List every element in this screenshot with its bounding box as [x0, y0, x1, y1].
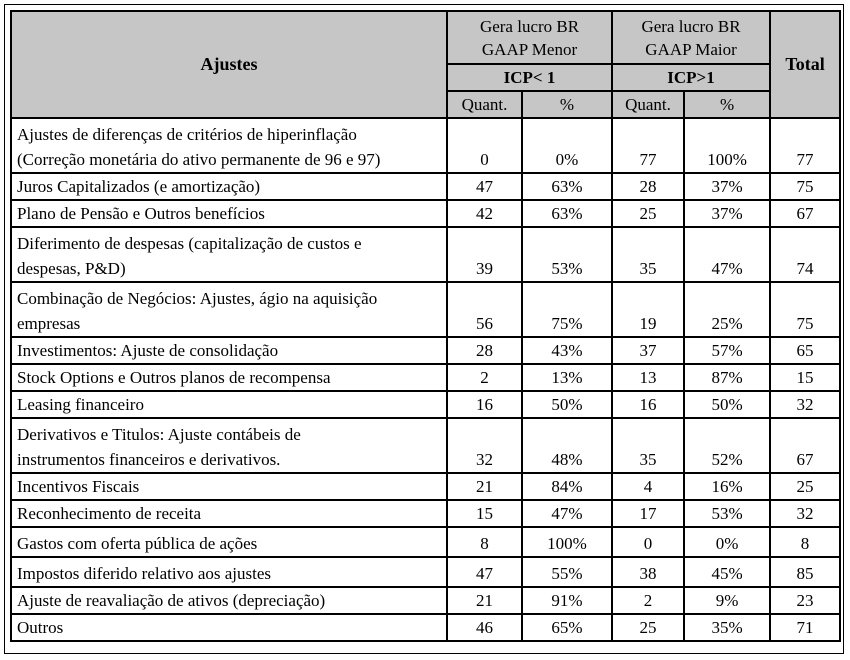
- row-label: [11, 227, 447, 282]
- cell-total: 32: [770, 500, 840, 527]
- row-label: [11, 118, 447, 173]
- header-icp-menor: ICP< 1: [447, 64, 612, 91]
- row-label: [11, 418, 447, 473]
- row-label-line: (Correção monetária do ativo permanente de 96 e 97): [17, 150, 381, 169]
- cell-total: 8: [770, 527, 840, 557]
- row-label-line: despesas, P&D): [17, 259, 126, 278]
- cell-total: 67: [770, 418, 840, 473]
- header-group-menor-line2: GAAP Menor: [481, 39, 578, 59]
- row-label: [11, 614, 447, 641]
- cell-p1: 53%: [522, 227, 612, 282]
- cell-p2: 50%: [684, 391, 770, 418]
- row-label-line: Derivativos e Titulos: Ajuste contábeis de: [17, 425, 301, 444]
- cell-p2: 47%: [684, 227, 770, 282]
- cell-p1: 100%: [522, 527, 612, 557]
- cell-q2: 25: [612, 200, 684, 227]
- table-row: [11, 200, 840, 227]
- row-label-line: Outros: [17, 618, 64, 637]
- cell-q2: 77: [612, 118, 684, 173]
- table-row: [11, 500, 840, 527]
- cell-total: 75: [770, 282, 840, 337]
- cell-q1: 47: [447, 173, 522, 200]
- row-label-line: Juros Capitalizados (e amortização): [17, 177, 261, 196]
- cell-total: 65: [770, 337, 840, 364]
- cell-q2: 0: [612, 527, 684, 557]
- cell-q2: 38: [612, 557, 684, 587]
- row-label-line: Plano de Pensão e Outros benefícios: [17, 204, 265, 223]
- row-label: [11, 500, 447, 527]
- header-group-maior-line1: Gera lucro BR: [641, 16, 741, 36]
- header-total: Total: [770, 11, 840, 118]
- cell-q2: 4: [612, 473, 684, 500]
- table-row: [11, 118, 840, 173]
- cell-p2: 0%: [684, 527, 770, 557]
- cell-q1: 16: [447, 391, 522, 418]
- table-row: [11, 587, 840, 614]
- cell-p1: 0%: [522, 118, 612, 173]
- cell-q2: 28: [612, 173, 684, 200]
- header-quant-menor: Quant.: [447, 91, 522, 118]
- row-label: [11, 527, 447, 557]
- cell-total: 75: [770, 173, 840, 200]
- row-label-line: Investimentos: Ajuste de consolidação: [17, 341, 279, 360]
- cell-total: 15: [770, 364, 840, 391]
- header-group-menor: [447, 11, 612, 64]
- row-label-line: empresas: [17, 314, 81, 333]
- cell-q2: 13: [612, 364, 684, 391]
- table-body: [11, 118, 840, 641]
- header-group-maior-line2: GAAP Maior: [645, 39, 737, 59]
- cell-q2: 17: [612, 500, 684, 527]
- cell-q1: 21: [447, 587, 522, 614]
- cell-q2: 35: [612, 418, 684, 473]
- row-label-line: Incentivos Fiscais: [17, 477, 140, 496]
- row-label-line: Ajuste de reavaliação de ativos (depreciação): [17, 591, 326, 610]
- table-row: [11, 337, 840, 364]
- cell-total: 74: [770, 227, 840, 282]
- table-row: [11, 227, 840, 282]
- cell-q1: 15: [447, 500, 522, 527]
- cell-p2: 45%: [684, 557, 770, 587]
- header-ajustes: Ajustes: [11, 11, 447, 118]
- row-label-line: Leasing financeiro: [17, 395, 144, 414]
- cell-q1: 8: [447, 527, 522, 557]
- cell-p2: 57%: [684, 337, 770, 364]
- cell-p1: 55%: [522, 557, 612, 587]
- table-row: [11, 527, 840, 557]
- cell-p1: 63%: [522, 200, 612, 227]
- row-label-line: Reconhecimento de receita: [17, 504, 202, 523]
- cell-p1: 75%: [522, 282, 612, 337]
- cell-p2: 9%: [684, 587, 770, 614]
- cell-p1: 47%: [522, 500, 612, 527]
- cell-p2: 53%: [684, 500, 770, 527]
- row-label-line: Diferimento de despesas (capitalização de custos e: [17, 234, 362, 253]
- cell-q2: 25: [612, 614, 684, 641]
- cell-q2: 19: [612, 282, 684, 337]
- cell-total: 85: [770, 557, 840, 587]
- row-label-line: Impostos diferido relativo aos ajustes: [17, 564, 272, 583]
- row-label: [11, 282, 447, 337]
- cell-q2: 16: [612, 391, 684, 418]
- cell-p1: 91%: [522, 587, 612, 614]
- cell-p1: 13%: [522, 364, 612, 391]
- table-row: [11, 473, 840, 500]
- cell-q1: 39: [447, 227, 522, 282]
- row-label-line: Gastos com oferta pública de ações: [17, 534, 258, 553]
- row-label: [11, 364, 447, 391]
- row-label-line: instrumentos financeiros e derivativos.: [17, 450, 281, 469]
- row-label: [11, 200, 447, 227]
- cell-total: 32: [770, 391, 840, 418]
- cell-q1: 47: [447, 557, 522, 587]
- row-label: [11, 473, 447, 500]
- cell-p1: 63%: [522, 173, 612, 200]
- row-label: [11, 173, 447, 200]
- cell-p1: 50%: [522, 391, 612, 418]
- cell-p2: 37%: [684, 200, 770, 227]
- cell-total: 25: [770, 473, 840, 500]
- cell-p1: 65%: [522, 614, 612, 641]
- row-label-line: Stock Options e Outros planos de recompensa: [17, 368, 331, 387]
- cell-total: 67: [770, 200, 840, 227]
- header-icp-maior: ICP>1: [612, 64, 770, 91]
- table-row: [11, 418, 840, 473]
- table-row: [11, 173, 840, 200]
- cell-p2: 25%: [684, 282, 770, 337]
- cell-q1: 0: [447, 118, 522, 173]
- cell-q1: 28: [447, 337, 522, 364]
- header-group-menor-line1: Gera lucro BR: [479, 16, 580, 36]
- cell-total: 77: [770, 118, 840, 173]
- cell-q1: 56: [447, 282, 522, 337]
- cell-q1: 2: [447, 364, 522, 391]
- cell-p1: 84%: [522, 473, 612, 500]
- header-pct-maior: %: [684, 91, 770, 118]
- cell-p2: 16%: [684, 473, 770, 500]
- cell-p2: 100%: [684, 118, 770, 173]
- cell-total: 71: [770, 614, 840, 641]
- cell-q1: 46: [447, 614, 522, 641]
- cell-q2: 2: [612, 587, 684, 614]
- table-row: [11, 614, 840, 641]
- header-group-maior: [612, 11, 770, 64]
- row-label: [11, 337, 447, 364]
- adjustments-table: [10, 10, 841, 642]
- row-label: [11, 557, 447, 587]
- table-row: [11, 282, 840, 337]
- row-label-line: Ajustes de diferenças de critérios de hiperinflação: [17, 125, 357, 144]
- cell-q2: 35: [612, 227, 684, 282]
- table-row: [11, 391, 840, 418]
- header-pct-menor: %: [522, 91, 612, 118]
- row-label-line: Combinação de Negócios: Ajustes, ágio na aquisição: [17, 289, 378, 308]
- cell-q1: 21: [447, 473, 522, 500]
- header-quant-maior: Quant.: [612, 91, 684, 118]
- cell-p1: 48%: [522, 418, 612, 473]
- cell-q1: 42: [447, 200, 522, 227]
- table-header: [11, 11, 840, 118]
- row-label: [11, 391, 447, 418]
- table-row: [11, 364, 840, 391]
- cell-p2: 37%: [684, 173, 770, 200]
- table-row: [11, 557, 840, 587]
- cell-p2: 35%: [684, 614, 770, 641]
- cell-p2: 87%: [684, 364, 770, 391]
- cell-q2: 37: [612, 337, 684, 364]
- cell-p2: 52%: [684, 418, 770, 473]
- row-label: [11, 587, 447, 614]
- cell-q1: 32: [447, 418, 522, 473]
- cell-total: 23: [770, 587, 840, 614]
- cell-p1: 43%: [522, 337, 612, 364]
